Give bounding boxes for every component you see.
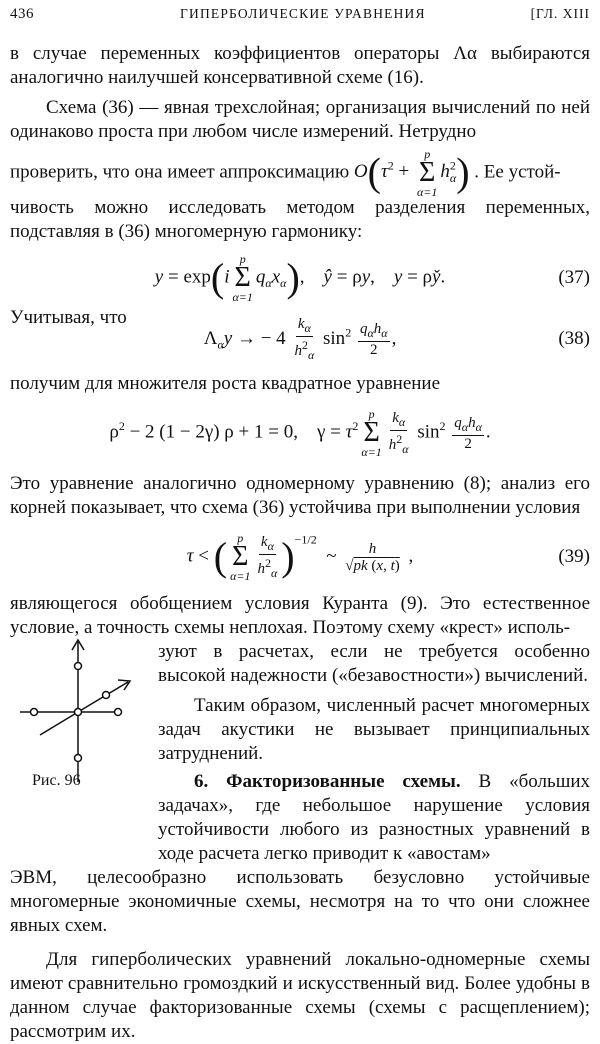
paragraph-5: Это уравнение аналогично одномерному уравнению (8); анализ его корней показывает, что схема (36) устойчива при выполнении условия <box>10 473 590 519</box>
stability-text: . Ее устой- <box>474 161 561 183</box>
wrapped-text <box>158 640 590 866</box>
figure-node-center <box>75 709 82 716</box>
running-header <box>10 4 590 30</box>
equation-37-body: y = exp(i p Σ α=1 $q_\alpha x_\alpha$), ŷ = ρy, y = ρy̌. <box>154 252 446 305</box>
paragraph-9: Для гиперболических уравнений локально-одномерные схемы имеют сравнительно громоздкий и искусственный вид. Более удобны в данном случае факторизованные схемы (схемы с расщеплением); рассмотрим их. <box>10 949 590 1043</box>
paragraph-4: получим для множителя роста квадратное уравнение <box>10 373 441 395</box>
paragraph-8b: ЭВМ, целесообразно использовать безусловно устойчивые многомерные экономичные схемы, несмотря на то что они сложнее явных схем. <box>10 867 590 937</box>
paragraph-8a <box>158 770 590 866</box>
paragraph-7: Таким образом, численный расчет многомерных задач акустики не вызывает принципиальных затруднений. <box>158 695 590 765</box>
approx-text: проверить, что она имеет аппроксимацию <box>10 161 350 183</box>
equation-37 <box>10 248 590 308</box>
paragraph-2b <box>10 146 590 198</box>
paragraph-6b: зуют в расчетах, если не требуется особенно высокой надежности («безавостности») вычислений. <box>158 641 590 687</box>
figure-node-diagonal <box>103 692 110 699</box>
equation-39-number: (39) <box>558 546 590 568</box>
figure-node-left <box>31 709 38 716</box>
equation-37-number: (37) <box>558 267 590 289</box>
figure-node-top <box>75 663 82 670</box>
equation-39 <box>10 524 590 590</box>
page <box>10 4 590 1044</box>
page-number: 436 <box>10 6 34 22</box>
equation-38-number: (38) <box>558 328 590 350</box>
paragraph-6a: являющегося обобщением условия Куранта (9). Это естественное условие, а точность схемы неплохая. Поэтому схему «крест» исполь- <box>10 593 590 639</box>
paragraph-1: в случае переменных коэффициентов операторы Λα выбираются аналогично наилучшей консервативной схеме (16). <box>10 43 590 88</box>
equation-39-body: τ < ( p Σ α=1 $\frac{k_\alpha}{h^2_\alpha}$ )$^{-1/2}$ ~ $\frac{h}{√pk (x, t)}$ , <box>186 531 414 584</box>
stencil-figure <box>10 632 150 792</box>
equation-quadratic <box>10 402 590 464</box>
figure-caption: Рис. 96 <box>32 772 81 789</box>
paragraph-3: Учитывая, что <box>10 307 127 329</box>
equation-38-body: $\Lambda_\alpha y$ → − 4 $\frac{k_\alpha}{h^2_\alpha}$ $\sin^2$ $\frac{q_\alpha h_\alpha}{2}$ , <box>203 315 397 362</box>
paragraph-2c: чивость можно исследовать методом разделения переменных, подставляя в (36) многомерную гармонику: <box>10 197 590 243</box>
paragraph-8a-text: В «больших задачах», где небольшое нарушение условия устойчивости любого из разностных уравнений в ходе расчета легко приводит к «авостам» <box>158 771 590 865</box>
figure-node-bottom <box>75 755 82 762</box>
section-heading: 6. Факторизованные схемы. <box>194 771 461 793</box>
running-title: ГИПЕРБОЛИЧЕСКИЕ УРАВНЕНИЯ <box>180 6 426 21</box>
paragraph-2a: Схема (36) — явная трехслойная; организация вычислений по ней одинаково проста при любом числе измерений. Нетрудно <box>10 97 590 142</box>
equation-quadratic-body: $\rho^2 - 2$ (1 − 2γ) ρ + 1 = 0, $\gamma = \tau^2$ p Σ α=1 $\frac{k_\alpha}{h^2_\alpha}$ $\sin^2$ $\frac{q_\alpha h_\alpha}{2}$ . <box>109 407 491 460</box>
equation-38 <box>10 314 590 364</box>
figure-node-right <box>115 709 122 716</box>
approx-formula: $O(\tau^2$ + p Σ α=1 $h^2_\alpha$) <box>353 146 470 199</box>
chapter-label: [ГЛ. XIII <box>530 6 590 21</box>
